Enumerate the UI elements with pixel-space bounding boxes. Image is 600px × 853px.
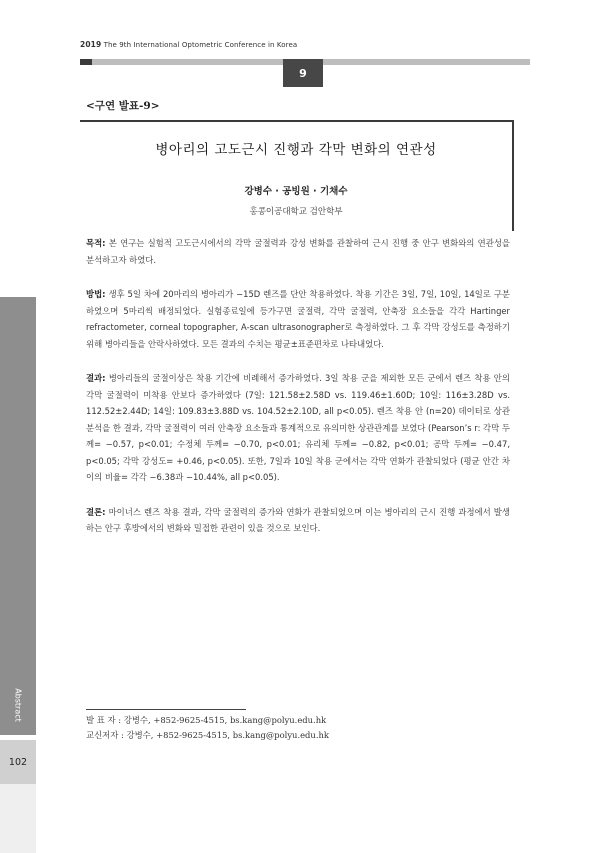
section-label: 결론: (86, 506, 106, 517)
section-methods (86, 286, 510, 352)
running-header (80, 40, 297, 49)
section-label: 방법: (86, 289, 106, 299)
presenter-info: 발 표 자 : 강병수, +852-9625-4515, bs.kang@polyu.edu.hk (86, 715, 327, 725)
side-tab-label: Abstract (13, 688, 23, 722)
section-label: 목적: (86, 238, 106, 248)
footer-notes (86, 713, 329, 743)
side-tab (0, 297, 36, 735)
section-results (86, 370, 510, 486)
affiliation: 홍콩이공대학교 검안학부 (249, 207, 343, 217)
title-box (80, 120, 514, 231)
session-label: <구연 발표-9> (86, 100, 160, 112)
paper-title: 병아리의 고도근시 진행과 각막 변화의 연관성 (155, 142, 437, 158)
section-text: 병아리들의 굴절이상은 착용 기간에 비례해서 증가하였다. 3일 착용 군을 제외한 모든 군에서 렌즈 착용 안의 각막 굴절력이 미착용 안보다 증가하였다 (7일: 121.58±2.58D vs. 119.46±1.60D; 10일: 116±3.28D vs. 112.52±2.44D; 14일: 109.83±3.88D vs. 104.52±2.10D, all p<0.05). 렌즈 착용 안 (n=20) 데이터로 상관분석을 한 결과, 각막 굴절력이 여러 안축장 요소들과 통계적으로 유의미한 상관관계를 보였다 (Pearson’s r: 각막 두께= −0.57, p<0.01; 수정체 두께= −0.70, p<0.01; 유리체 두께= −0.82, p<0.01; 공막 두께= −0.47, p<0.05; 각막 강성도= +0.46, p<0.05). 또한, 7일과 10일 착용 군에서는 각막 연화가 관찰되었다 (평균 안간 차이의 비율= 각각 −6.38과 −10.44%, all p<0.05). (86, 373, 510, 482)
section-text: 생후 5일 차에 20마리의 병아리가 −15D 렌즈를 단안 착용하였다. 착용 기간은 3일, 7일, 10일, 14일로 구분하였으며 5마리씩 배정되었다. 실험종료일에 등가구면 굴절력, 각막 굴절력, 안축장 요소들을 각각 Hartinger refractometer, corneal topographer, A-scan ultrasonographer로 측정하였다. 그 후 각막 강성도를 측정하기 위해 병아리들을 안락사하였다. 모든 결과의 수치는 평균±표준편차로 나타내었다. (86, 289, 510, 349)
header-conference: The 9th International Optometric Conference in Korea (103, 41, 298, 49)
section-conclusion (86, 504, 510, 537)
section-number-tab: 9 (283, 59, 323, 87)
side-strip (0, 784, 36, 853)
header-year: 2019 (80, 40, 102, 49)
section-purpose (86, 235, 510, 268)
header-bar-dark (80, 59, 92, 65)
section-label: 결과: (86, 373, 106, 383)
section-text: 본 연구는 실험적 고도근시에서의 각막 굴절력과 강성 변화를 관찰하여 근시 진행 중 안구 변화와의 연관성을 분석하고자 하였다. (86, 238, 510, 265)
corresponding-info: 교신저자 : 강병수, +852-9625-4515, bs.kang@polyu.edu.hk (86, 730, 329, 740)
abstract-body (86, 235, 510, 555)
footer-divider (86, 709, 246, 710)
page-number: 102 (8, 757, 28, 768)
section-text: 마이너스 렌즈 착용 결과, 각막 굴절력의 증가와 연화가 관찰되었으며 이는 병아리의 근시 진행 과정에서 발생하는 안구 후방에서의 변화와 밀접한 관련이 있을 것으로 보인다. (86, 506, 510, 533)
authors: 강병수 · 공빙원 · 기채수 (244, 186, 348, 197)
